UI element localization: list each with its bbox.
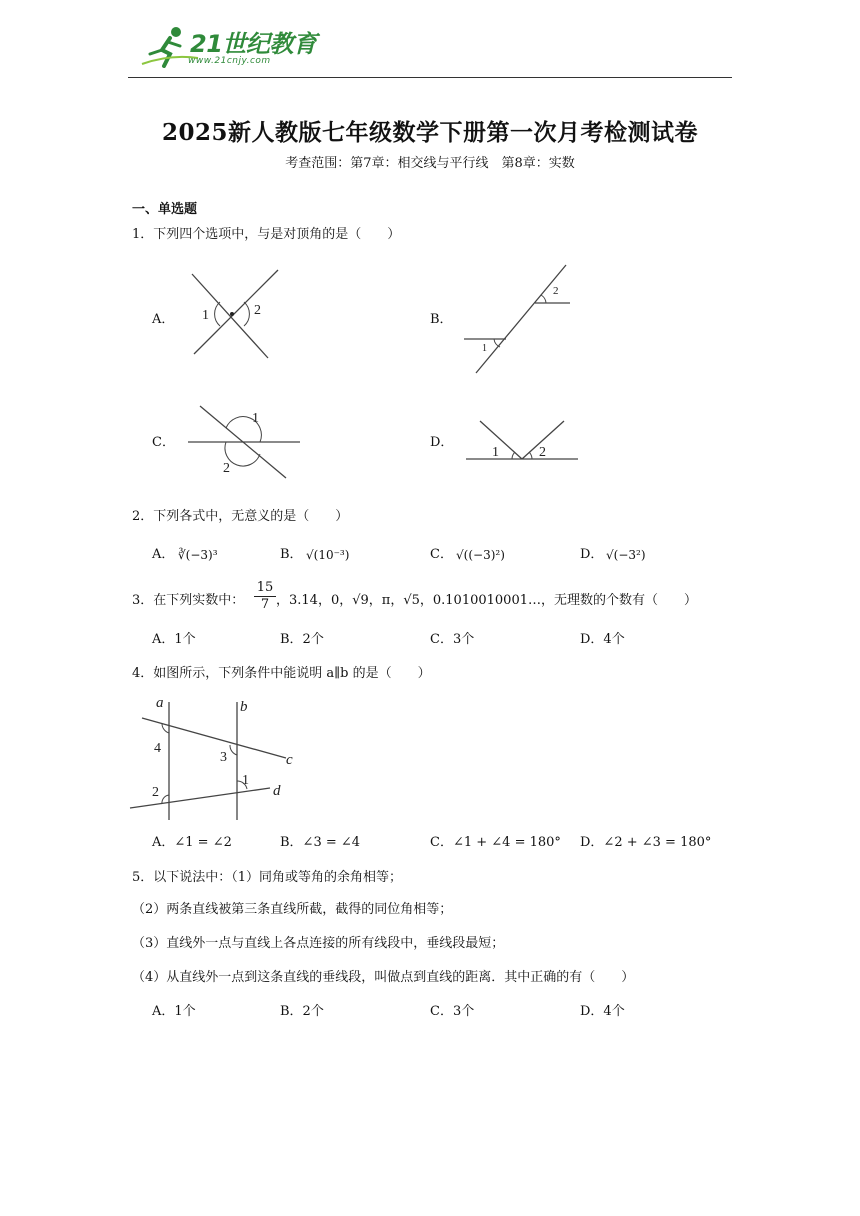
q4-label-c: c	[286, 752, 293, 768]
q4-label-1: 1	[242, 773, 249, 788]
question-3-stem-start: 3．在下列实数中：	[132, 593, 245, 608]
q4-label-3: 3	[220, 750, 227, 765]
q1c-label-2: 2	[223, 461, 230, 476]
q3-fraction-denominator: 7	[260, 597, 270, 612]
q1-figure-b	[460, 262, 580, 377]
q1-option-b-label: B．	[430, 312, 453, 327]
question-4-stem: 4．如图所示，下列条件中能说明 a∥b 的是（ ）	[132, 666, 431, 681]
question-1-stem: 1．下列四个选项中，与是对顶角的是（ ）	[132, 227, 401, 242]
q1-option-c-label: C．	[152, 435, 175, 450]
logo-url: www.21cnjy.com	[188, 56, 271, 66]
q2-option-c-expr: √((−3)²)	[456, 548, 505, 562]
q3-fraction-numerator: 15	[254, 580, 276, 597]
logo-text: 21世纪教育	[190, 30, 317, 58]
q1d-label-2: 2	[539, 445, 546, 460]
question-5-stem: 5．以下说法中：（1）同角或等角的余角相等；	[132, 870, 403, 885]
q4-label-d: d	[273, 783, 281, 799]
q2-option-c-label: C．	[430, 547, 453, 562]
page-title: 2025新人教版七年级数学下册第一次月考检测试卷	[161, 119, 698, 146]
q2-option-b-label: B．	[280, 547, 303, 562]
question-2-stem: 2．下列各式中，无意义的是（ ）	[132, 509, 349, 524]
q3-option-b: B．2个	[280, 632, 324, 647]
q3-option-a: A．1个	[152, 632, 196, 647]
question-5-line-3: （3）直线外一点与直线上各点连接的所有线段中，垂线段最短；	[132, 936, 505, 951]
q2-option-d-expr: √(−3²)	[606, 548, 646, 562]
header-rule	[128, 77, 732, 78]
q1-option-a-label: A．	[152, 312, 175, 327]
q1b-label-2: 2	[553, 285, 559, 297]
q1-option-d-label: D．	[430, 435, 454, 450]
q2-option-b-expr: √(10⁻³)	[306, 548, 350, 562]
q4-option-d: D．∠2 + ∠3 = 180°	[580, 835, 712, 850]
q1a-label-1: 1	[202, 308, 209, 323]
q5-option-d: D．4个	[580, 1004, 625, 1019]
q5-option-c: C．3个	[430, 1004, 475, 1019]
question-5-line-4: （4）从直线外一点到这条直线的垂线段，叫做点到直线的距离．其中正确的有（ ）	[132, 970, 635, 985]
page-subtitle: 考查范围：第7章：相交线与平行线 第8章：实数	[285, 156, 575, 171]
q1d-label-1: 1	[492, 445, 499, 460]
q4-option-b: B．∠3 = ∠4	[280, 835, 361, 850]
q4-label-a: a	[156, 695, 164, 711]
q1-figure-a	[180, 262, 290, 362]
q1-figure-c	[186, 402, 304, 482]
q1c-label-1: 1	[252, 411, 259, 426]
q5-option-b: B．2个	[280, 1004, 324, 1019]
section-heading-single-choice: 一、单选题	[132, 202, 198, 217]
q4-label-2: 2	[152, 785, 159, 800]
q4-figure	[126, 692, 306, 824]
q4-option-c: C．∠1 + ∠4 = 180°	[430, 835, 561, 850]
q1a-label-2: 2	[254, 303, 261, 318]
q2-option-a-expr: ∛(−3)³	[178, 548, 218, 562]
q3-option-c: C．3个	[430, 632, 475, 647]
question-3-list: ，3.14，0，√9，π，√5，0.1010010001…，无理数的个数有（ ）	[276, 593, 697, 608]
q3-fraction	[254, 580, 276, 613]
q4-label-b: b	[240, 699, 248, 715]
question-5-line-2: （2）两条直线被第三条直线所截，截得的同位角相等；	[132, 902, 453, 917]
q2-option-d-label: D．	[580, 547, 604, 562]
q1b-label-1: 1	[482, 343, 487, 354]
q4-option-a: A．∠1 = ∠2	[152, 835, 232, 850]
q3-option-d: D．4个	[580, 632, 625, 647]
q4-label-4: 4	[154, 741, 161, 756]
q1-figure-d	[464, 418, 582, 464]
q2-option-a-label: A．	[152, 547, 175, 562]
q5-option-a: A．1个	[152, 1004, 196, 1019]
